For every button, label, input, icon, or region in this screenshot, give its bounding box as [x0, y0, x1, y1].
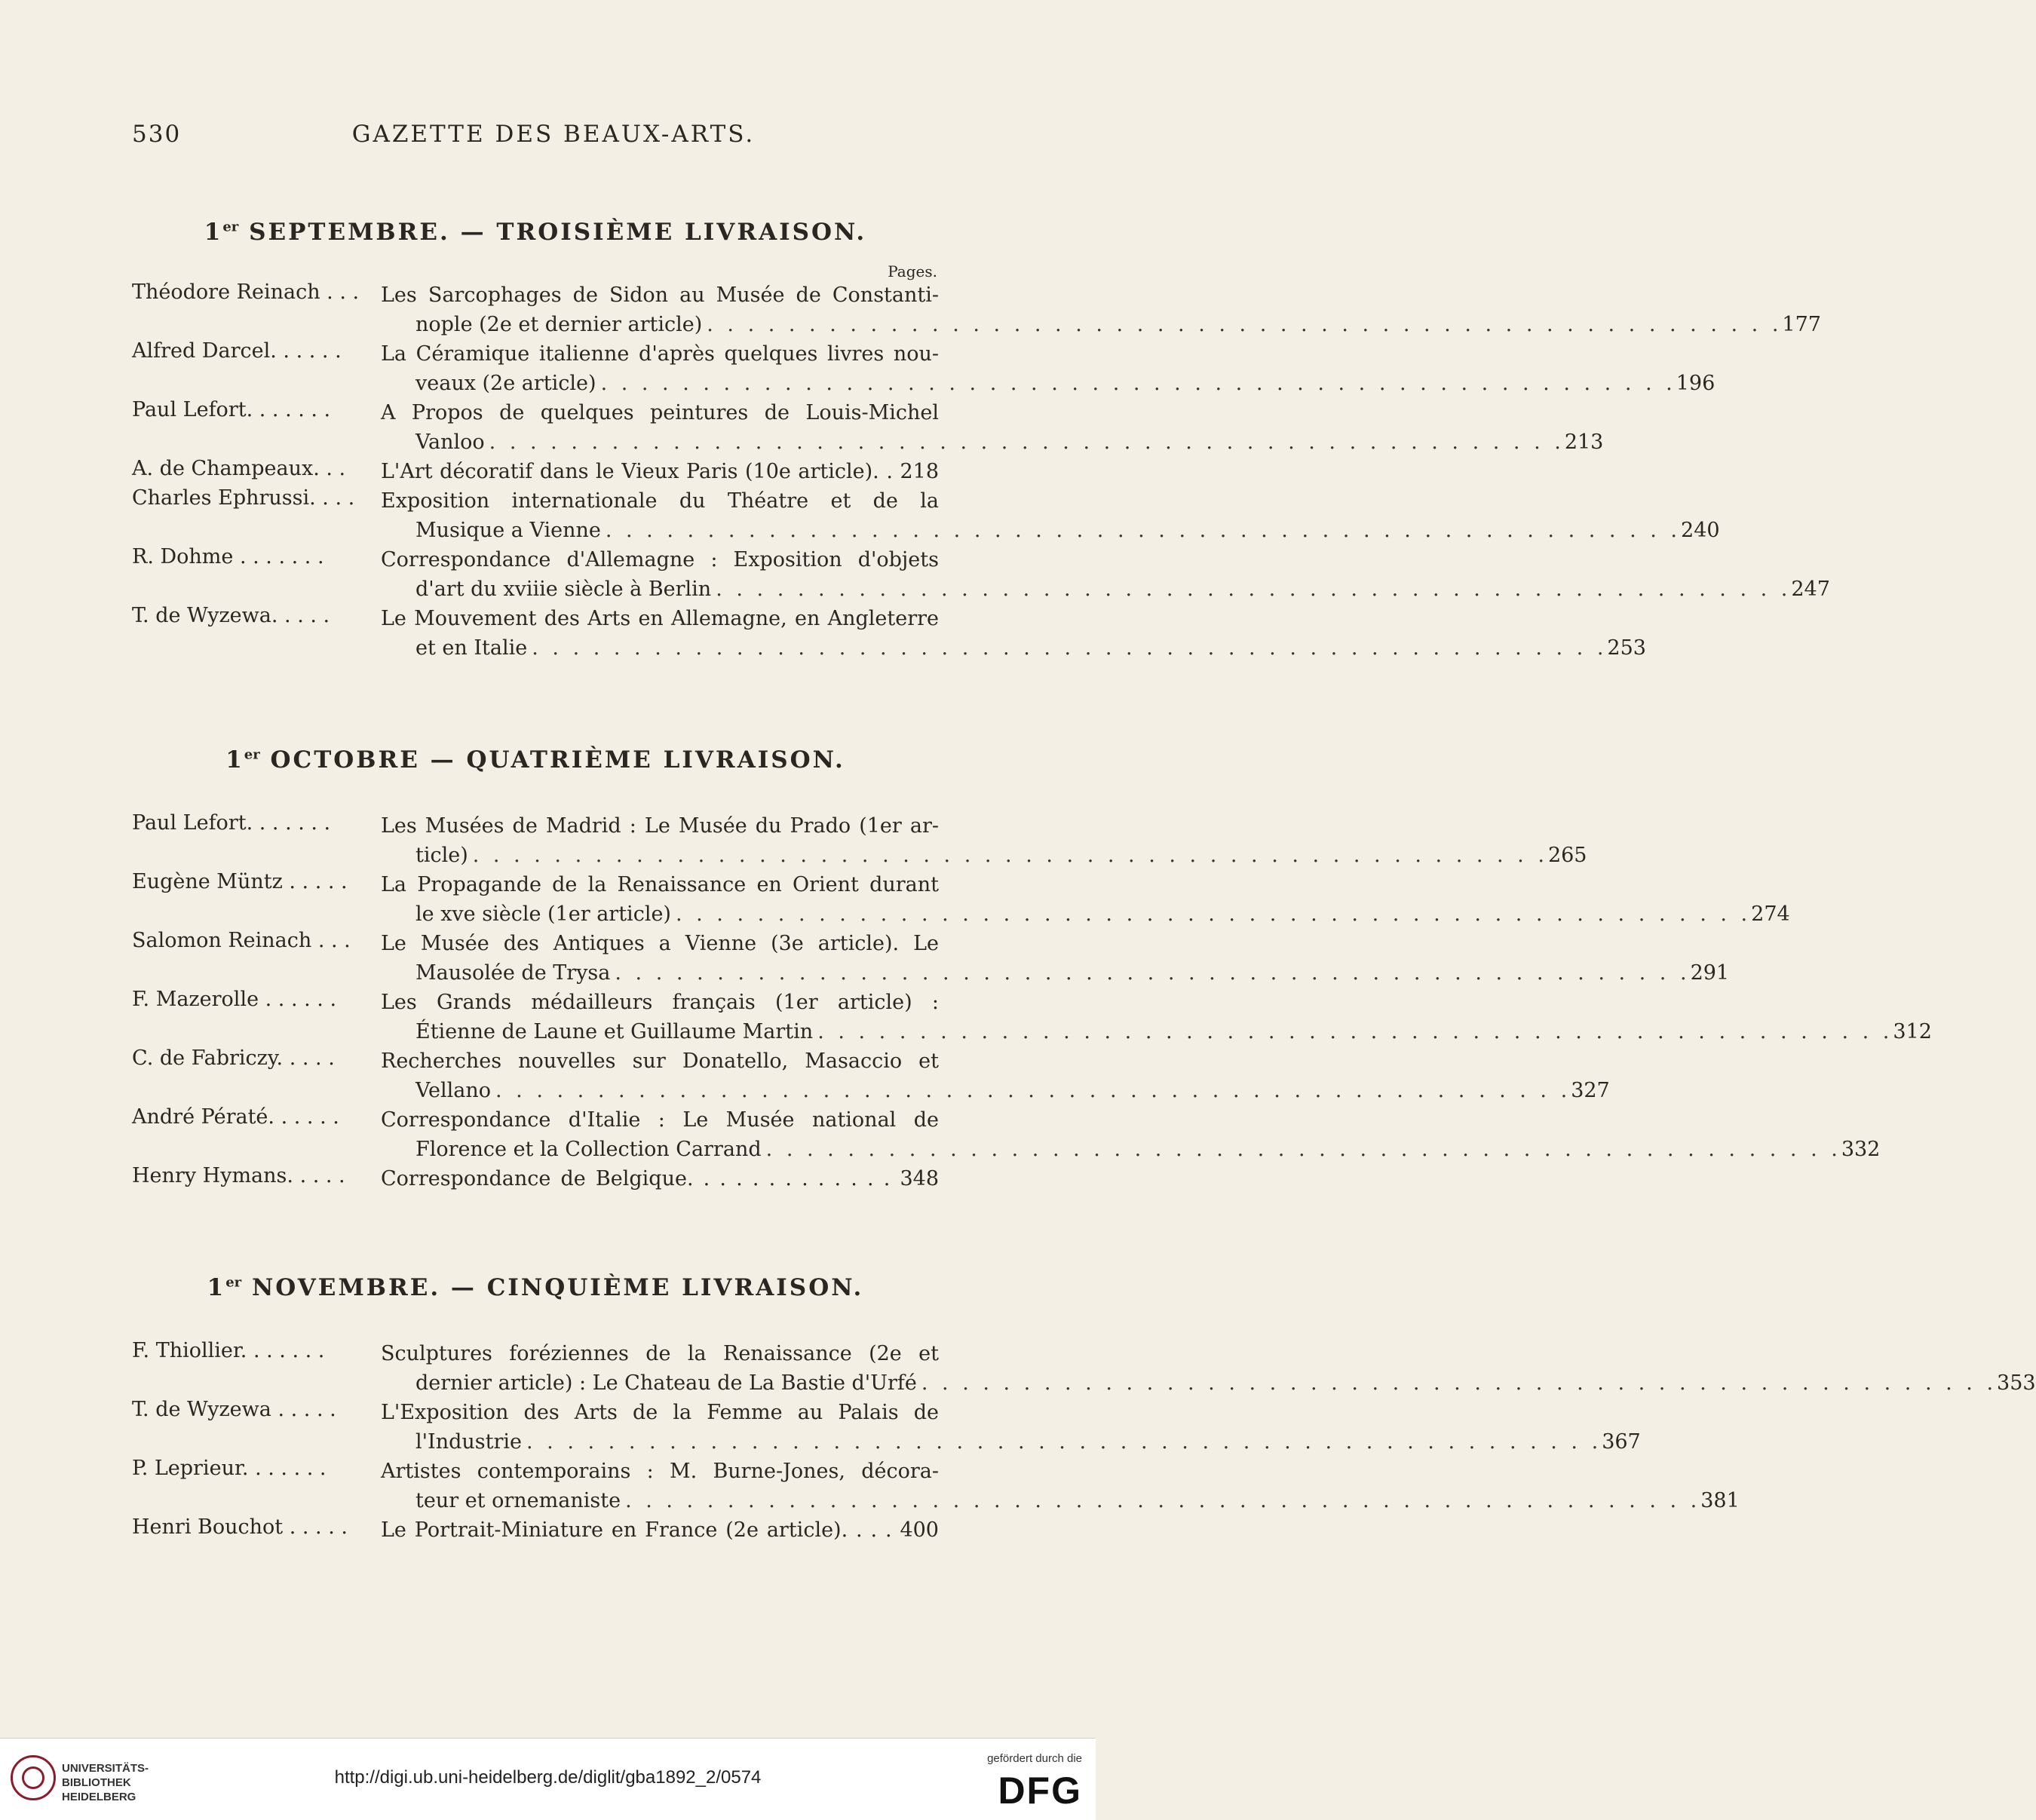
leader-dots: [762, 1135, 1841, 1164]
leader-dots: [813, 1017, 1893, 1046]
entry-page: 353: [1997, 1371, 2036, 1395]
entry-title-continued: Vanloo: [415, 430, 485, 454]
toc-entry: [132, 1164, 939, 1193]
entry-title-continued: Musique a Vienne: [415, 519, 601, 542]
entry-author: P. Leprieur. . . . . . .: [132, 1457, 327, 1480]
leader-dots: [702, 310, 1782, 339]
section-novembre: [132, 1274, 2036, 1545]
entry-page: 213: [1564, 430, 1604, 454]
entry-author: Alfred Darcel. . . . . .: [132, 339, 342, 363]
section-title: 1er OCTOBRE — QUATRIÈME LIVRAISON.: [225, 746, 845, 774]
entry-title: Exposition internationale du Théatre et de la: [381, 489, 939, 513]
toc-entry: [132, 1457, 1740, 1515]
entry-author: T. de Wyzewa . . . . .: [132, 1398, 336, 1421]
entry-title: A Propos de quelques peintures de Louis-Michel: [381, 401, 939, 424]
entry-title: La Propagande de la Renaissance en Orient durant: [381, 873, 939, 896]
entry-author: F. Thiollier. . . . . . .: [132, 1339, 325, 1362]
leader-dots: [671, 899, 1751, 929]
entry-page: 247: [1791, 578, 1830, 601]
entry-title-continued: ticle): [415, 844, 468, 867]
leader-dots: [468, 841, 1548, 870]
entry-title: Correspondance d'Allemagne : Exposition d'objets: [381, 548, 939, 571]
funded-by-label: gefördert durch die: [987, 1752, 1082, 1765]
section-septembre: [132, 219, 1830, 663]
entry-title-continued: l'Industrie: [415, 1430, 523, 1454]
section-octobre: [132, 746, 1932, 1193]
entry-author: Henri Bouchot . . . . .: [132, 1515, 348, 1539]
entry-title: L'Art décoratif dans le Vieux Paris (10e article). . 218: [381, 460, 939, 483]
entry-page: 274: [1751, 902, 1790, 926]
toc-entry: [132, 398, 1604, 457]
entry-author: Eugène Müntz . . . . .: [132, 870, 348, 893]
viewer-footer: [0, 1738, 1096, 1820]
entry-author: Salomon Reinach . . .: [132, 929, 351, 952]
leader-dots: [527, 633, 1607, 663]
entry-author: André Pératé. . . . . .: [132, 1105, 339, 1129]
entry-title-continued: Florence et la Collection Carrand: [415, 1138, 762, 1161]
leader-dots: [621, 1486, 1700, 1515]
toc-entry: [132, 870, 1790, 929]
toc-entry: [132, 339, 1716, 398]
entry-title: L'Exposition des Arts de la Femme au Palais de: [381, 1401, 939, 1424]
entry-title: Les Musées de Madrid : Le Musée du Prado (1er ar-: [381, 814, 939, 838]
toc-entry: [132, 811, 1587, 870]
toc-entry: [132, 280, 1821, 339]
section-title: 1er SEPTEMBRE. — TROISIÈME LIVRAISON.: [204, 219, 867, 246]
entry-author: Paul Lefort. . . . . . .: [132, 811, 331, 835]
entry-title: Recherches nouvelles sur Donatello, Masaccio et: [381, 1049, 939, 1073]
entry-title-continued: veaux (2e article): [415, 372, 596, 395]
entry-title-continued: Mausolée de Trysa: [415, 961, 611, 985]
entry-page: 312: [1893, 1020, 1932, 1043]
entry-title-continued: et en Italie: [415, 636, 528, 660]
entry-page: 381: [1700, 1489, 1740, 1512]
entry-page: 291: [1690, 961, 1730, 985]
entry-page: 332: [1841, 1138, 1881, 1161]
entry-title-continued: teur et ornemaniste: [415, 1489, 621, 1512]
leader-dots: [711, 574, 1791, 604]
entry-title-continued: d'art du xviiie siècle à Berlin: [415, 578, 712, 601]
toc-entry: [132, 457, 939, 486]
toc-entry: [132, 929, 1730, 988]
entry-page: 367: [1602, 1430, 1641, 1454]
entry-page: 265: [1547, 844, 1587, 867]
entry-title: Les Sarcophages de Sidon au Musée de Constanti-: [381, 283, 939, 307]
leader-dots: [601, 516, 1681, 545]
institution-name: UNIVERSITÄTS- BIBLIOTHEK HEIDELBERG: [62, 1762, 149, 1803]
leader-dots: [596, 369, 1676, 398]
entry-author: Théodore Reinach . . .: [132, 280, 360, 304]
entry-page: 327: [1571, 1079, 1610, 1102]
pages-label: Pages.: [888, 262, 937, 280]
toc-entry: [132, 1398, 1641, 1457]
leader-dots: [522, 1427, 1602, 1457]
entry-author: Charles Ephrussi. . . .: [132, 486, 355, 510]
entry-title: Sculptures foréziennes de la Renaissance (2e et: [381, 1342, 939, 1365]
dfg-logo: DFG: [998, 1769, 1082, 1812]
entry-title: Artistes contemporains : M. Burne-Jones, décora-: [381, 1460, 939, 1483]
page-number: 530: [132, 121, 182, 148]
entry-page: 253: [1607, 636, 1646, 660]
entry-title-continued: le xve siècle (1er article): [415, 902, 671, 926]
entry-page: 196: [1676, 372, 1716, 395]
entry-title-continued: dernier article) : Le Chateau de La Bastie d'Urfé: [415, 1371, 917, 1395]
toc-entry: [132, 988, 1932, 1046]
toc-entry: [132, 1046, 1610, 1105]
toc-entry: [132, 1105, 1881, 1164]
toc-entry: [132, 545, 1830, 604]
leader-dots: [485, 427, 1565, 457]
toc-entry: [132, 604, 1646, 663]
toc-entry: [132, 486, 1720, 545]
toc-entry: [132, 1339, 2036, 1398]
entry-title: Le Mouvement des Arts en Allemagne, en Angleterre: [381, 607, 939, 630]
entry-page: 240: [1681, 519, 1720, 542]
permalink[interactable]: http://digi.ub.uni-heidelberg.de/diglit/gba1892_2/0574: [334, 1767, 762, 1788]
entry-title: Correspondance d'Italie : Le Musée national de: [381, 1108, 939, 1132]
entry-title-continued: Vellano: [415, 1079, 492, 1102]
journal-title: GAZETTE DES BEAUX-ARTS.: [351, 121, 756, 148]
entry-title-continued: nople (2e et dernier article): [415, 313, 703, 336]
entry-author: T. de Wyzewa. . . . .: [132, 604, 330, 627]
leader-dots: [610, 958, 1690, 988]
section-title: 1er NOVEMBRE. — CINQUIÈME LIVRAISON.: [207, 1274, 864, 1301]
leader-dots: [917, 1368, 1997, 1398]
leader-dots: [491, 1076, 1571, 1105]
entry-author: F. Mazerolle . . . . . .: [132, 988, 337, 1011]
entry-author: R. Dohme . . . . . . .: [132, 545, 324, 568]
entry-page: 177: [1782, 313, 1821, 336]
entry-title: Le Musée des Antiques a Vienne (3e article). Le: [381, 932, 939, 955]
entry-author: Henry Hymans. . . . .: [132, 1164, 345, 1187]
entry-title: Le Portrait-Miniature en France (2e article). . . . 400: [381, 1518, 939, 1542]
entry-title: La Céramique italienne d'après quelques livres nou-: [381, 342, 939, 366]
entry-author: A. de Champeaux. . .: [132, 457, 346, 480]
entry-author: Paul Lefort. . . . . . .: [132, 398, 331, 421]
entry-title: Correspondance de Belgique. . . . . . . . . . . . . 348: [381, 1167, 939, 1190]
entry-author: C. de Fabriczy. . . . .: [132, 1046, 335, 1070]
toc-entry: [132, 1515, 939, 1545]
entry-title-continued: Étienne de Laune et Guillaume Martin: [415, 1020, 814, 1043]
entry-title: Les Grands médailleurs français (1er article) :: [381, 991, 939, 1014]
